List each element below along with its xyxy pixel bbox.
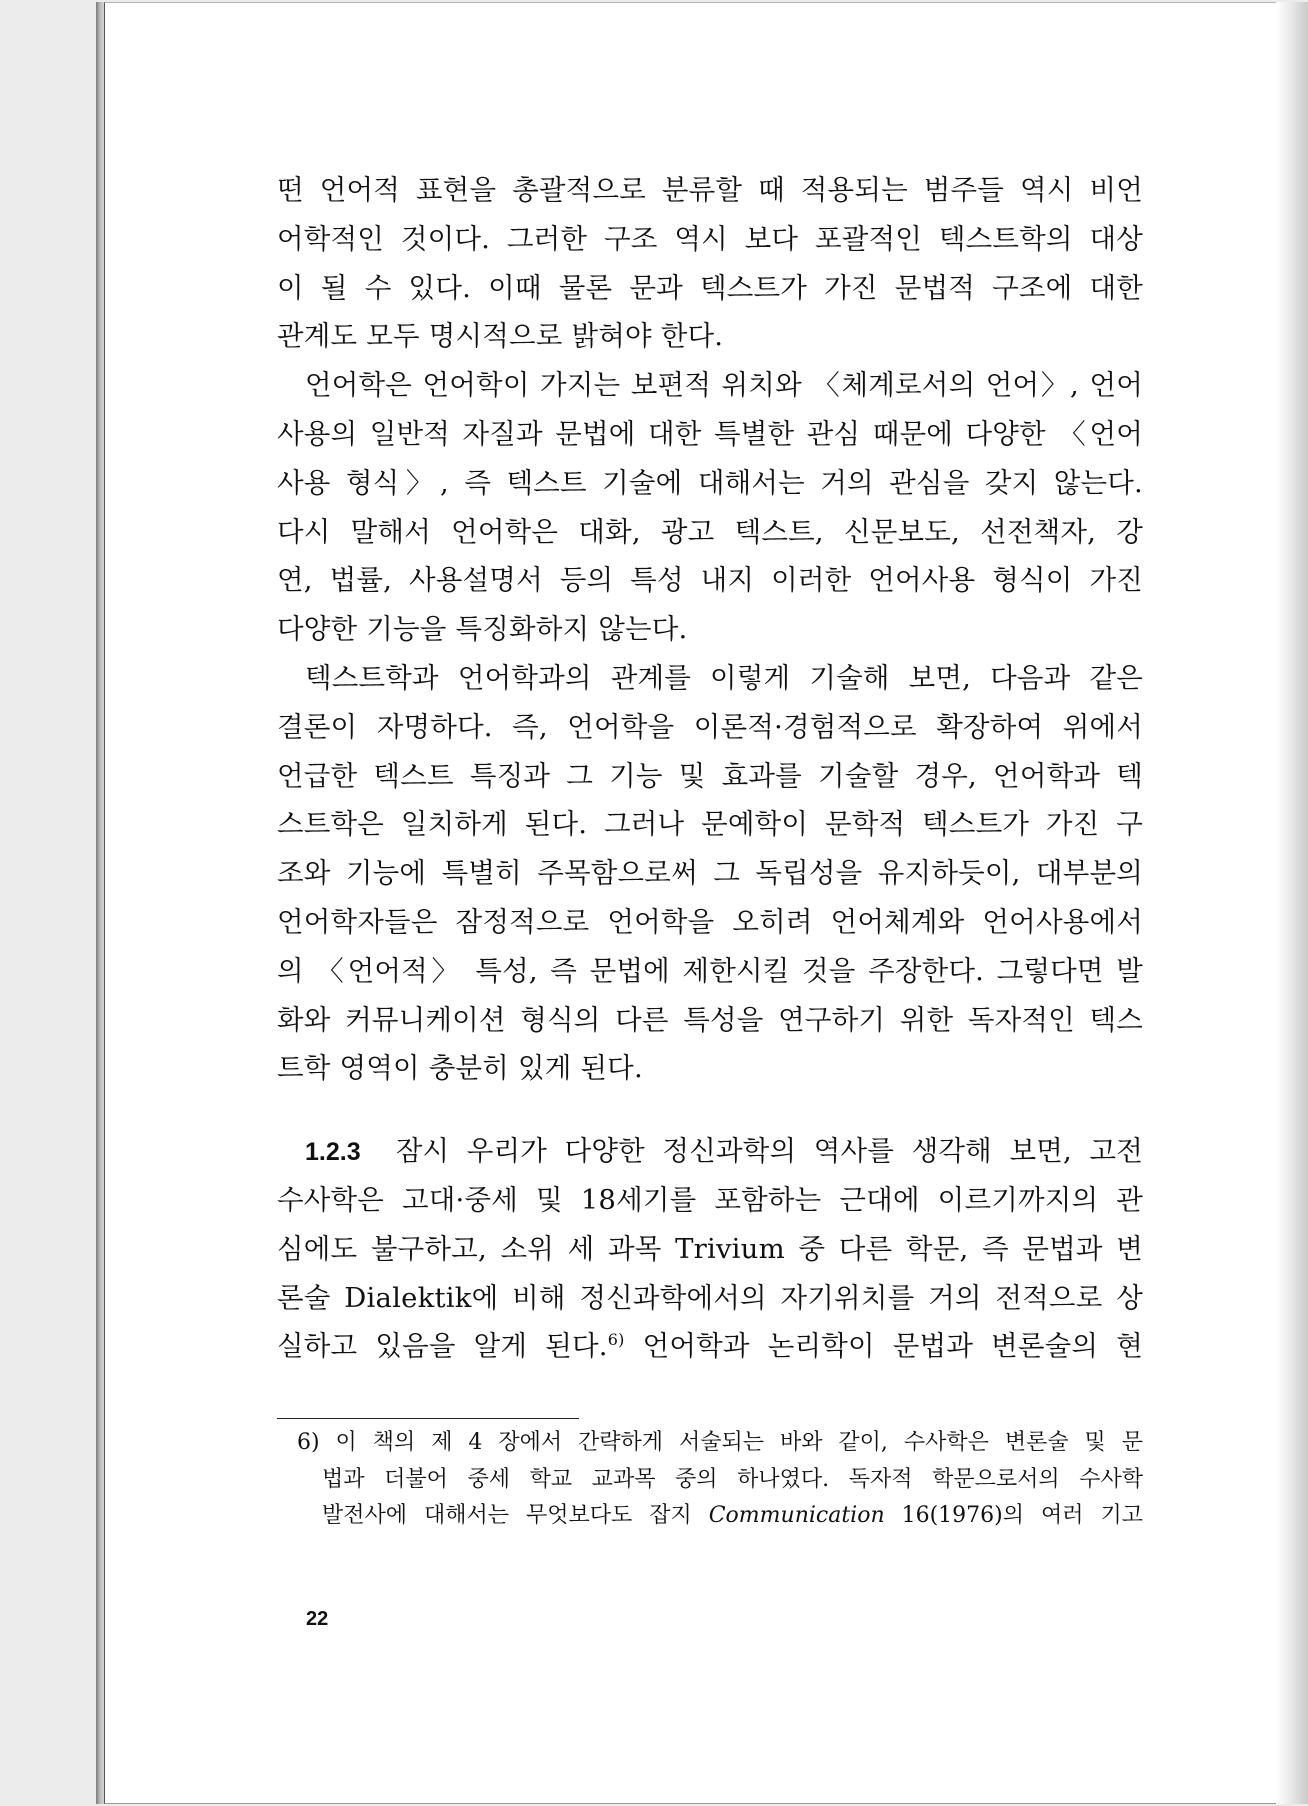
text-line: 심에도 불구하고, 소위 세 과목 Trivium 중 다른 학문, 즉 문법과 변 [277, 1232, 1143, 1265]
section-1-2-3 [277, 1127, 1143, 1371]
text-line: 텍스트학과 언어학과의 관계를 이렇게 기술해 보면, 다음과 같은 [305, 661, 1143, 694]
body-text [277, 166, 1143, 1371]
footnote-line [297, 1498, 1143, 1535]
text-line: 떤 언어적 표현을 총괄적으로 분류할 때 적용되는 범주들 역시 비언 [277, 174, 1143, 206]
section-first-line [277, 1127, 1143, 1176]
text-line: 결론이 자명하다. 즉, 언어학을 이론적·경험적으로 확장하여 위에서 [277, 710, 1143, 743]
footnote-line [297, 1425, 1143, 1462]
line-text-before-ref: 실하고 있음을 알게 된다. [277, 1330, 608, 1363]
page-edge-shadow-right [1276, 2, 1308, 1804]
text-line: 스트학은 일치하게 된다. 그러나 문예학이 문학적 텍스트가 가진 구 [277, 808, 1143, 841]
text-line: 트학 영역이 충분히 있게 된다. [277, 1052, 643, 1085]
text-line: 다시 말해서 언어학은 대화, 광고 텍스트, 신문보도, 선전책자, 강 [277, 515, 1143, 548]
text-line: 언급한 텍스트 특징과 그 기능 및 효과를 기술할 경우, 언어학과 텍 [277, 759, 1143, 792]
section-number: 1.2.3 [305, 1138, 361, 1167]
text-line: 연, 법률, 사용설명서 등의 특성 내지 이러한 언어사용 형식이 가진 [277, 564, 1143, 597]
text-line: 다양한 기능을 특징화하지 않는다. [277, 613, 688, 646]
paragraph-3 [277, 654, 1143, 1093]
footnote-line-text: 16(1976)의 여러 기고 [884, 1503, 1143, 1528]
text-line-with-footnote-ref [277, 1322, 1143, 1371]
text-line: 사용의 일반적 자질과 문법에 대한 특별한 관심 때문에 다양한 〈언어 [277, 417, 1143, 450]
text-line: 이 될 수 있다. 이때 물론 문과 텍스트가 가진 문법적 구조에 대한 [277, 271, 1143, 304]
line-text-after-ref: 언어학과 논리학이 문법과 변론술의 현 [624, 1330, 1143, 1363]
footnote-divider [277, 1418, 579, 1419]
text-line: 조와 기능에 특별히 주목함으로써 그 독립성을 유지하듯이, 대부분의 [277, 857, 1143, 890]
paragraph-2 [277, 361, 1143, 654]
page-number: 22 [306, 1608, 329, 1630]
text-line: 의 〈언어적〉 특성, 즉 문법에 제한시킬 것을 주장한다. 그렇다면 발 [277, 954, 1143, 987]
section-first-line-text: 잠시 우리가 다양한 정신과학의 역사를 생각해 보면, 고전 [395, 1135, 1143, 1168]
text-line: 수사학은 고대·중세 및 18세기를 포함하는 근대에 이르기까지의 관 [277, 1183, 1143, 1216]
footnote-line-text: 발전사에 대해서는 무엇보다도 잡지 [322, 1503, 709, 1528]
text-line: 어학적인 것이다. 그러한 구조 역시 보다 포괄적인 텍스트학의 대상 [277, 222, 1143, 255]
journal-title: Communication [708, 1503, 885, 1528]
text-line: 론술 Dialektik에 비해 정신과학에서의 자기위치를 거의 전적으로 상 [277, 1281, 1143, 1314]
section-gap [277, 1093, 1143, 1127]
text-line: 언어학은 언어학이 가지는 보편적 위치와 〈체계로서의 언어〉, 언어 [305, 369, 1143, 402]
footnote-6 [297, 1425, 1143, 1535]
text-line: 언어학자들은 잠정적으로 언어학을 오히려 언어체계와 언어사용에서 [277, 905, 1143, 938]
footnote-reference[interactable]: 6) [607, 1330, 625, 1350]
text-line: 화와 커뮤니케이션 형식의 다른 특성을 연구하기 위한 독자적인 텍스 [277, 1003, 1143, 1036]
paragraph-1 [277, 166, 1143, 361]
footnote-line-text: 이 책의 제 4 장에서 간략하게 서술되는 바와 같이, 수사학은 변론술 및 문 [319, 1430, 1143, 1455]
footnote-line: 법과 더불어 중세 학교 교과목 중의 하나였다. 독자적 학문으로서의 수사학 [322, 1466, 1143, 1492]
footnote-marker: 6) [297, 1430, 320, 1455]
text-line: 관계도 모두 명시적으로 밝혀야 한다. [277, 320, 724, 353]
text-line: 사용 형식〉, 즉 텍스트 기술에 대해서는 거의 관심을 갖지 않는다. [277, 466, 1143, 499]
